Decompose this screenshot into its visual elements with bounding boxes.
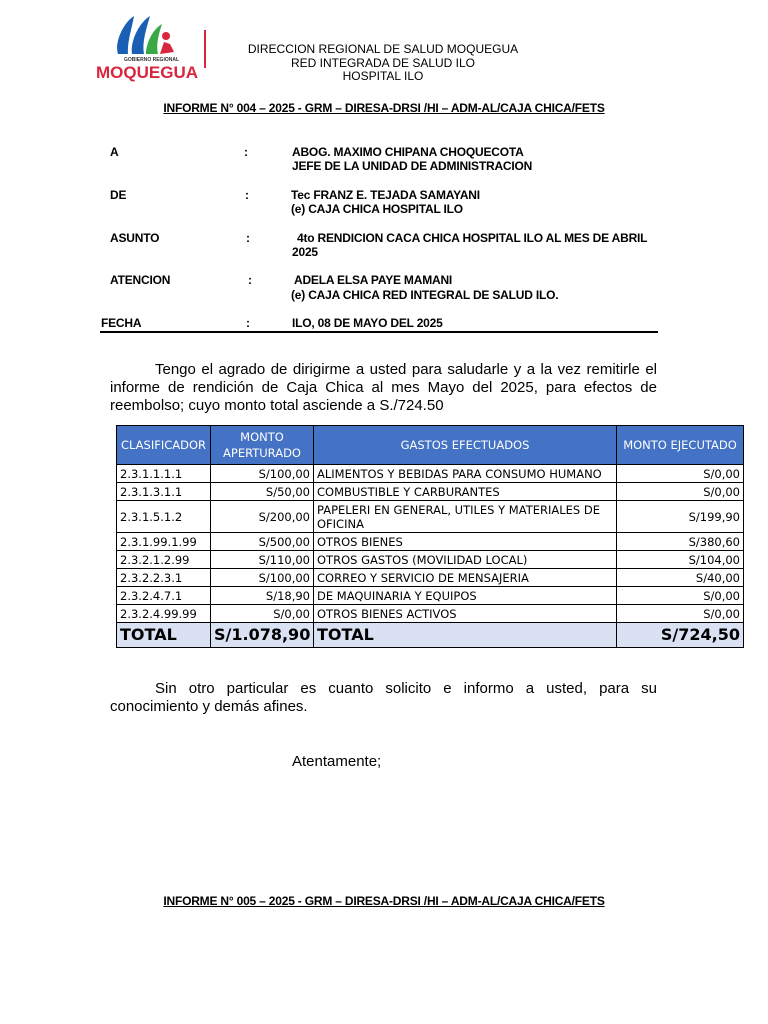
cell-clasificador: 2.3.1.5.1.2 [117, 501, 211, 533]
cell-ejecutado: S/0,00 [617, 483, 744, 501]
cell-clasificador: 2.3.2.1.2.99 [117, 551, 211, 569]
closing-paragraph: Sin otro particular es cuanto solicito e informo a usted, para su conocimiento y demás afines. [110, 680, 657, 715]
svg-text:MOQUEGUA: MOQUEGUA [96, 63, 198, 82]
field-fecha-colon: : [246, 316, 250, 330]
svg-text:GOBIERNO REGIONAL: GOBIERNO REGIONAL [124, 57, 180, 63]
field-de-colon: : [245, 188, 249, 202]
header-monto-aperturado: MONTO APERTURADO [211, 426, 314, 465]
cell-ejecutado: S/199,90 [617, 501, 744, 533]
cell-clasificador: 2.3.2.4.7.1 [117, 587, 211, 605]
field-atencion-value-2: (e) CAJA CHICA RED INTEGRAL DE SALUD ILO. [291, 288, 559, 302]
informe-title-2: INFORME N° 005 – 2025 - GRM – DIRESA-DRSI /HI – ADM-AL/CAJA CHICA/FETS [163, 894, 605, 908]
cell-aperturado: S/110,00 [211, 551, 314, 569]
cell-aperturado: S/50,00 [211, 483, 314, 501]
cell-ejecutado: S/0,00 [617, 605, 744, 623]
table-row [117, 551, 744, 569]
field-de-label: DE [110, 188, 127, 202]
cell-gasto: OTROS GASTOS (MOVILIDAD LOCAL) [314, 551, 617, 569]
cell-ejecutado: S/0,00 [617, 465, 744, 483]
cell-gasto: OTROS BIENES ACTIVOS [314, 605, 617, 623]
field-de-value-2: (e) CAJA CHICA HOSPITAL ILO [291, 202, 463, 216]
cell-clasificador: 2.3.2.2.3.1 [117, 569, 211, 587]
header-separator-line [100, 331, 658, 333]
field-atencion-colon: : [248, 273, 252, 287]
cell-gasto: DE MAQUINARIA Y EQUIPOS [314, 587, 617, 605]
header-line-1: DIRECCION REGIONAL DE SALUD MOQUEGUA [247, 42, 519, 56]
field-asunto-value-1: 4to RENDICION CACA CHICA HOSPITAL ILO AL MES DE ABRIL [297, 231, 648, 245]
cell-ejecutado: S/40,00 [617, 569, 744, 587]
field-a-colon: : [244, 145, 248, 159]
cell-clasificador: 2.3.1.99.1.99 [117, 533, 211, 551]
header-clasificador: CLASIFICADOR [117, 426, 211, 465]
table-row [117, 483, 744, 501]
cell-aperturado: S/100,00 [211, 569, 314, 587]
field-atencion-value-1: ADELA ELSA PAYE MAMANI [294, 273, 453, 287]
header-line-3: HOSPITAL ILO [342, 69, 424, 83]
header-line-2: RED INTEGRADA DE SALUD ILO [290, 56, 476, 70]
table-row [117, 587, 744, 605]
cell-aperturado: S/0,00 [211, 605, 314, 623]
sign-off: Atentamente; [292, 753, 382, 770]
field-asunto-label: ASUNTO [110, 231, 160, 245]
cell-clasificador: 2.3.1.1.1.1 [117, 465, 211, 483]
field-a-value-2: JEFE DE LA UNIDAD DE ADMINISTRACION [292, 159, 533, 173]
field-atencion-label: ATENCION [110, 273, 171, 287]
cell-aperturado: S/200,00 [211, 501, 314, 533]
total-label-1: TOTAL [117, 623, 211, 648]
informe-title: INFORME N° 004 – 2025 - GRM – DIRESA-DRSI /HI – ADM-AL/CAJA CHICA/FETS [163, 101, 605, 115]
cell-aperturado: S/100,00 [211, 465, 314, 483]
cell-gasto: COMBUSTIBLE Y CARBURANTES [314, 483, 617, 501]
cell-clasificador: 2.3.2.4.99.99 [117, 605, 211, 623]
total-label-2: TOTAL [314, 623, 617, 648]
total-aperturado: S/1.078,90 [211, 623, 314, 648]
cell-gasto: OTROS BIENES [314, 533, 617, 551]
cell-aperturado: S/18,90 [211, 587, 314, 605]
table-header-row [117, 426, 744, 465]
cell-clasificador: 2.3.1.3.1.1 [117, 483, 211, 501]
field-a-label: A [110, 145, 119, 159]
field-asunto-colon: : [246, 231, 250, 245]
cell-ejecutado: S/104,00 [617, 551, 744, 569]
table-row [117, 533, 744, 551]
cell-gasto: ALIMENTOS Y BEBIDAS PARA CONSUMO HUMANO [314, 465, 617, 483]
cell-ejecutado: S/0,00 [617, 587, 744, 605]
cell-aperturado: S/500,00 [211, 533, 314, 551]
field-fecha-label: FECHA [101, 316, 142, 330]
cell-gasto: PAPELERI EN GENERAL, UTILES Y MATERIALES DE OFICINA [314, 501, 617, 533]
table-total-row [117, 623, 744, 648]
field-fecha-value: ILO, 08 DE MAYO DEL 2025 [292, 316, 443, 330]
gastos-table [116, 425, 744, 648]
cell-gasto: CORREO Y SERVICIO DE MENSAJERIA [314, 569, 617, 587]
table-row [117, 605, 744, 623]
field-a-value-1: ABOG. MAXIMO CHIPANA CHOQUECOTA [292, 145, 524, 159]
header-monto-ejecutado: MONTO EJECUTADO [617, 426, 744, 465]
field-de-value-1: Tec FRANZ E. TEJADA SAMAYANI [291, 188, 480, 202]
cell-ejecutado: S/380,60 [617, 533, 744, 551]
header-gastos-efectuados: GASTOS EFECTUADOS [314, 426, 617, 465]
table-row [117, 569, 744, 587]
total-ejecutado: S/724,50 [617, 623, 744, 648]
table-row [117, 465, 744, 483]
gobierno-regional-logo [94, 14, 214, 84]
table-row [117, 501, 744, 533]
field-asunto-value-2: 2025 [292, 245, 318, 259]
body-paragraph: Tengo el agrado de dirigirme a usted para saludarle y a la vez remitirle el informe de rendición de Caja Chica al mes Mayo del 2025, para efectos de reembolso; cuyo monto total asciende a S./724.50 [110, 361, 657, 414]
